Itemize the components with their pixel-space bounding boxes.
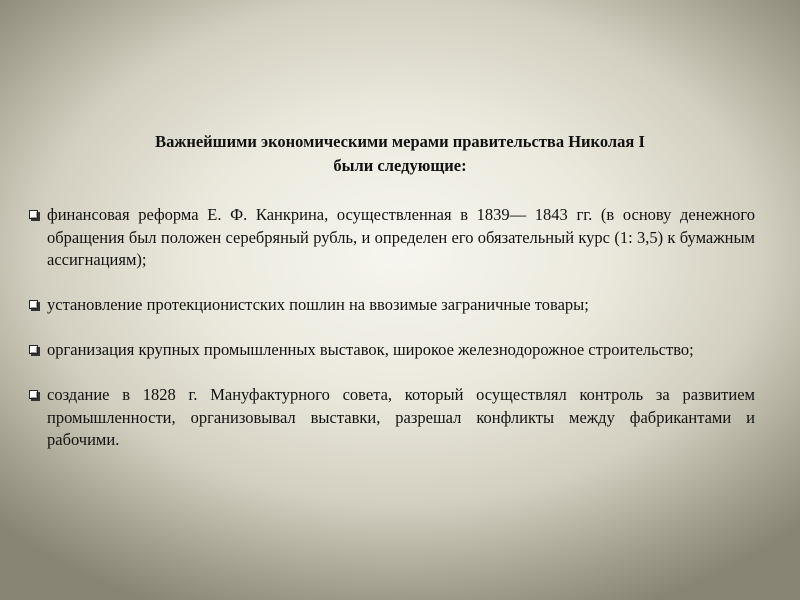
- bullet-list: [29, 204, 755, 474]
- bullet-item-exhibitions-railways: [29, 339, 755, 362]
- square-bullet-icon: [29, 390, 38, 399]
- square-bullet-icon: [29, 300, 38, 309]
- bullet-text: финансовая реформа Е. Ф. Канкрина, осуществленная в 1839— 1843 гг. (в основу денежного обращения был положен серебряный рубль, и определен его обязательный курс (1: 3,5) к бумажным ассигнациям);: [47, 205, 755, 269]
- bullet-text: создание в 1828 г. Мануфактурного совета, который осуществлял контроль за развитием промышленности, организовывал выставки, разрешал конфликты между фабрикантами и рабочими.: [47, 385, 755, 449]
- slide-title: [20, 130, 780, 178]
- bullet-item-financial-reform: [29, 204, 755, 272]
- bullet-text: организация крупных промышленных выставок, широкое железнодорожное строительство;: [47, 340, 694, 359]
- slide-title-line-2: были следующие:: [333, 156, 467, 175]
- square-bullet-icon: [29, 345, 38, 354]
- slide-title-line-1: Важнейшими экономическими мерами правительства Николая I: [155, 132, 645, 151]
- square-bullet-icon: [29, 210, 38, 219]
- bullet-item-protectionist-tariffs: [29, 294, 755, 317]
- bullet-text: установление протекционистских пошлин на ввозимые заграничные товары;: [47, 295, 589, 314]
- bullet-item-manufacturing-council: [29, 384, 755, 452]
